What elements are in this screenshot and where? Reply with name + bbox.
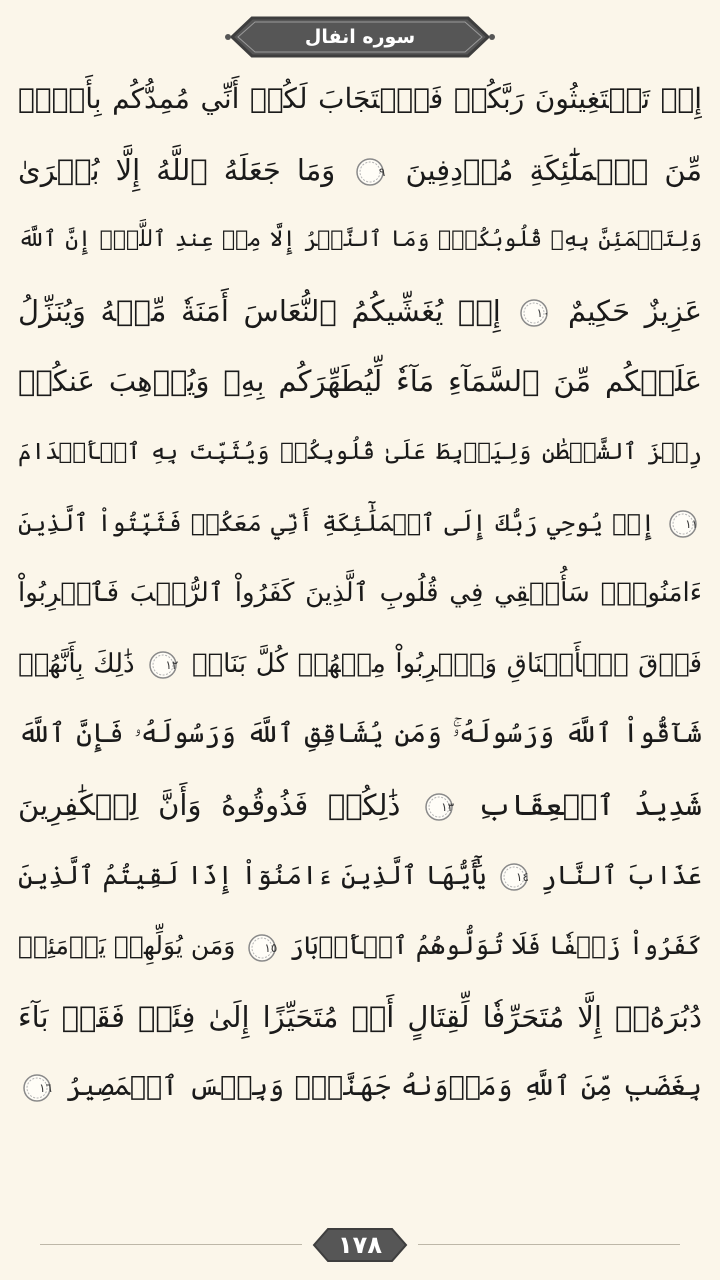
text-line: [18, 205, 702, 276]
verse-marker: [668, 509, 698, 539]
verse-number: ١٢: [165, 657, 179, 672]
verse-marker: [424, 792, 454, 822]
verse-marker: [148, 650, 178, 680]
text-line: [18, 276, 702, 347]
text-line: [18, 1052, 702, 1123]
verse-text: دُبُرَهُۥٓ إِلَّا مُتَحَرِّفٗا لِّقِتَالٍ أَوۡ مُتَحَيِّزًا إِلَىٰ فِئَةٖ فَقَدۡ بَآءَ: [18, 999, 702, 1034]
verse-text: وَمَا جَعَلَهُ ٱللَّهُ إِلَّا بُشۡرَىٰ: [18, 152, 336, 187]
text-line: [18, 135, 702, 206]
verse-number: ١٠: [536, 305, 550, 320]
text-line: [18, 558, 702, 629]
page-number: ١٧٨: [338, 1231, 382, 1259]
text-line: [18, 841, 702, 912]
verse-number: ١٣: [441, 799, 455, 814]
verse-marker: [519, 298, 549, 328]
verse-number: ١٥: [264, 940, 278, 955]
text-line: [18, 699, 702, 770]
verse-number: ٩: [378, 164, 386, 179]
verse-text: ذَٰلِكَ بِأَنَّهُمۡ: [18, 648, 135, 679]
verse-marker: [247, 933, 277, 963]
verse-number: ١٦: [39, 1080, 52, 1095]
verse-number: ١١: [685, 517, 698, 532]
text-line: [18, 770, 702, 841]
page-number-badge: [310, 1226, 410, 1264]
verse-text: إِذۡ يُغَشِّيكُمُ ٱلنُّعَاسَ أَمَنَةٗ مِّنۡهُ وَيُنَزِّلُ: [18, 293, 501, 328]
text-line: [18, 346, 702, 417]
verse-text: عَلَيۡكُم مِّنَ ٱلسَّمَآءِ مَآءٗ لِّيُطَهِّرَكُم بِهِۦ وَيُذۡهِبَ عَنكُمۡ: [18, 364, 702, 399]
verse-text: شَآقُّواْ ٱللَّهَ وَرَسُولَهُۥۚ وَمَن يُشَاقِقِ ٱللَّهَ وَرَسُولَهُۥ فَإِنَّ ٱللَّهَ: [18, 718, 702, 750]
quran-page-text: [18, 64, 702, 1123]
verse-text: إِذۡ تَسۡتَغِيثُونَ رَبَّكُمۡ فَٱسۡتَجَابَ لَكُمۡ أَنِّي مُمِدُّكُم بِأَلۡفٖ: [18, 82, 702, 115]
footer-rule-left: [40, 1244, 302, 1245]
text-line: [18, 64, 702, 135]
footer-rule-right: [418, 1244, 680, 1245]
verse-text: عَزِيزٌ حَكِيمٌ: [568, 293, 702, 328]
verse-text: كَفَرُواْ زَحۡفٗا فَلَا تُوَلُّوهُمُ ٱلۡأَدۡبَارَ: [289, 931, 702, 961]
verse-text: وَلِتَطۡمَئِنَّ بِهِۦ قُلُوبُكُمۡۚ وَمَا ٱلنَّصۡرُ إِلَّا مِنۡ عِندِ ٱللَّهِۚ إِنَّ ٱللَّهَ: [18, 227, 702, 253]
verse-marker: [499, 862, 529, 892]
surah-title: سوره انفال: [304, 26, 416, 48]
verse-text: بِغَضَبٖ مِّنَ ٱللَّهِ وَمَأۡوَىٰهُ جَهَنَّمُۖ وَبِئۡسَ ٱلۡمَصِيرُ: [66, 1071, 702, 1103]
text-line: [18, 629, 702, 700]
text-line: [18, 911, 702, 982]
verse-text: ذَٰلِكُمۡ فَذُوقُوهُ وَأَنَّ لِلۡكَٰفِرِينَ: [18, 787, 401, 822]
verse-text: فَوۡقَ ٱلۡأَعۡنَاقِ وَٱضۡرِبُواْ مِنۡهُمۡ كُلَّ بَنَانٖ: [191, 648, 702, 679]
verse-text: عَذَابَ ٱلنَّارِ: [541, 860, 702, 891]
verse-text: مِّنَ ٱلۡمَلَٰٓئِكَةِ مُرۡدِفِينَ: [405, 152, 702, 187]
verse-text: ءَامَنُواْۚ سَأُلۡقِي فِي قُلُوبِ ٱلَّذِينَ كَفَرُواْ ٱلرُّعۡبَ فَٱضۡرِبُواْ: [18, 578, 702, 609]
verse-text: رِجۡزَ ٱلشَّيۡطَٰنِ وَلِيَرۡبِطَ عَلَىٰ قُلُوبِكُمۡ وَيُثَبِّتَ بِهِ ٱلۡأَقۡدَامَ: [18, 438, 702, 465]
surah-header: [222, 14, 498, 60]
verse-text: يَٰٓأَيُّهَا ٱلَّذِينَ ءَامَنُوٓاْ إِذَا لَقِيتُمُ ٱلَّذِينَ: [18, 860, 487, 891]
verse-marker: [355, 157, 385, 187]
verse-text: شَدِيدُ ٱلۡعِقَابِ: [477, 787, 702, 822]
verse-text: وَمَن يُوَلِّهِمۡ يَوۡمَئِذٖ: [18, 931, 236, 961]
verse-number: ١٤: [516, 869, 529, 884]
text-line: [18, 417, 702, 488]
text-line: [18, 982, 702, 1053]
page-footer: [0, 1222, 720, 1268]
verse-marker: [22, 1073, 52, 1103]
verse-text: إِذۡ يُوحِي رَبُّكَ إِلَى ٱلۡمَلَٰٓئِكَةِ أَنِّي مَعَكُمۡ فَثَبِّتُواْ ٱلَّذِينَ: [18, 508, 655, 537]
text-line: [18, 488, 702, 559]
